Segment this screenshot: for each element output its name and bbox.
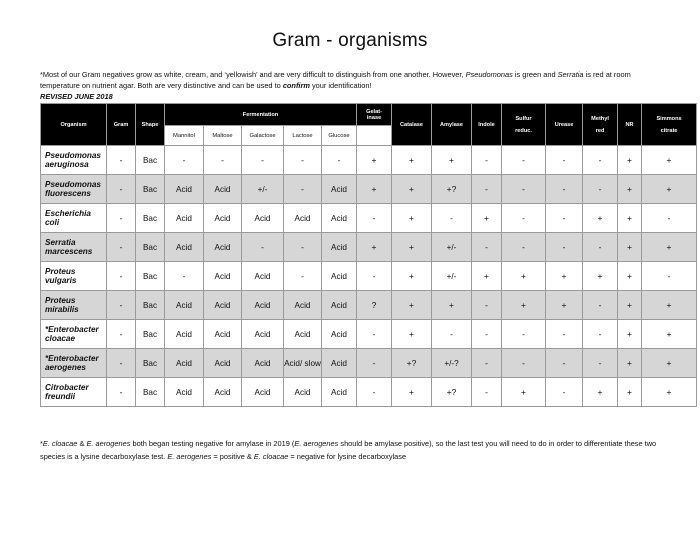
table-cell: + [618, 291, 642, 320]
header-shape: Shape [136, 104, 165, 146]
header-catalase: Catalase [392, 104, 432, 146]
table-cell: + [357, 175, 392, 204]
table-cell: - [357, 204, 392, 233]
table-cell: - [107, 204, 136, 233]
table-cell: Acid [204, 320, 242, 349]
table-cell: - [357, 349, 392, 378]
header-mannitol: Mannitol [165, 126, 204, 146]
table-cell: + [618, 320, 642, 349]
table-cell: + [642, 233, 697, 262]
table-cell: - [583, 291, 618, 320]
table-cell: + [392, 262, 432, 291]
table-cell: Acid [322, 233, 357, 262]
table-cell: + [642, 146, 697, 175]
table-cell: - [502, 349, 546, 378]
table-cell: +/- [432, 262, 472, 291]
table-body [41, 146, 697, 407]
table-cell: + [642, 175, 697, 204]
table-cell: - [502, 320, 546, 349]
table-cell: +? [432, 175, 472, 204]
table-cell: - [242, 233, 284, 262]
table-cell: + [583, 378, 618, 407]
organism-name: Proteus mirabilis [41, 291, 107, 320]
table-cell: - [546, 146, 583, 175]
table-cell: - [432, 204, 472, 233]
table-cell: - [546, 204, 583, 233]
table-cell: Acid [322, 204, 357, 233]
table-cell: - [472, 349, 502, 378]
table-cell: - [432, 320, 472, 349]
table-row [41, 349, 697, 378]
table-cell: - [546, 378, 583, 407]
table-cell: - [502, 175, 546, 204]
table-cell: - [107, 146, 136, 175]
header-gelatinase-line1: Gelat- [366, 108, 382, 115]
table-cell: + [392, 320, 432, 349]
footnote-text-10: E. cloacae [253, 452, 289, 461]
table-cell: Acid [242, 291, 284, 320]
table-cell: - [642, 262, 697, 291]
table-cell: +/- [242, 175, 284, 204]
table-cell: - [284, 175, 322, 204]
table-cell: Acid [165, 204, 204, 233]
table-cell: - [107, 262, 136, 291]
table-cell: - [583, 175, 618, 204]
table-cell: Acid [284, 378, 322, 407]
table-cell: - [583, 349, 618, 378]
footnote-text-5: both began testing negative for amylase in 2019 ( [130, 439, 295, 448]
table-cell: Acid [284, 291, 322, 320]
footnote-text-4: E. aerogenes [86, 439, 131, 448]
table-cell: Acid [322, 291, 357, 320]
table-cell: + [472, 262, 502, 291]
table-cell: - [546, 233, 583, 262]
table-cell: Acid [322, 349, 357, 378]
table-cell: - [472, 378, 502, 407]
table-row [41, 291, 697, 320]
table-cell: Acid [322, 320, 357, 349]
table-cell: Bac [136, 320, 165, 349]
table-cell: - [322, 146, 357, 175]
table-cell: Acid [242, 204, 284, 233]
table-cell: Acid [204, 262, 242, 291]
header-methyl-line2: red [595, 127, 605, 134]
table-cell: - [546, 175, 583, 204]
table-cell: - [546, 320, 583, 349]
intro-text-3: is red at room temperature on nutrient agar. Both are very distinctive and can be used to [40, 70, 631, 90]
intro-text-1: *Most of our Gram negatives grow as white, cream, and ‘yellowish’ and are very difficult to distinguish from one another. However, [40, 70, 466, 79]
footnote [40, 437, 680, 463]
table-cell: + [392, 233, 432, 262]
table-cell: - [107, 233, 136, 262]
header-galactose: Galactose [242, 126, 284, 146]
footnote-text-1: * [40, 439, 43, 448]
table-cell: Acid [242, 320, 284, 349]
table-cell: - [472, 146, 502, 175]
table-cell: - [546, 349, 583, 378]
footnote-text-9: = positive & [211, 452, 254, 461]
header-maltose: Maltose [204, 126, 242, 146]
table-cell: Bac [136, 204, 165, 233]
intro-pseudomonas: Pseudomonas [465, 70, 513, 79]
table-cell: + [546, 262, 583, 291]
table-cell: Acid [204, 175, 242, 204]
revised-date: REVISED JUNE 2018 [40, 92, 113, 101]
table-cell: - [583, 320, 618, 349]
table-cell: + [618, 175, 642, 204]
header-amylase: Amylase [432, 104, 472, 146]
table-cell: Acid [284, 320, 322, 349]
table-cell: + [583, 262, 618, 291]
table-cell: + [357, 233, 392, 262]
intro-text-4: your identification! [309, 81, 372, 90]
header-urease: Urease [546, 104, 583, 146]
table-cell: Bac [136, 175, 165, 204]
table-cell: - [472, 233, 502, 262]
table-cell: + [546, 291, 583, 320]
header-gelatinase-line2: inase [366, 114, 382, 121]
organism-name: Serratia marcescens [41, 233, 107, 262]
table-cell: + [392, 204, 432, 233]
table-cell: Acid [322, 175, 357, 204]
table-cell: +/- [432, 233, 472, 262]
table-cell: + [502, 262, 546, 291]
header-lactose: Lactose [284, 126, 322, 146]
table-cell: - [107, 291, 136, 320]
table-cell: Acid [165, 349, 204, 378]
table-cell: + [618, 204, 642, 233]
table-cell: Acid [204, 204, 242, 233]
table-cell: + [432, 291, 472, 320]
table-cell: Acid [242, 262, 284, 291]
table-cell: Acid/ slow [284, 349, 322, 378]
table-cell: - [165, 146, 204, 175]
header-sulfur [502, 104, 546, 146]
table-row [41, 378, 697, 407]
table-cell: Acid [242, 378, 284, 407]
table-cell: Bac [136, 233, 165, 262]
table-cell: + [618, 262, 642, 291]
table-cell: + [618, 233, 642, 262]
organism-name: Proteus vulgaris [41, 262, 107, 291]
header-sulfur-line2: reduc. [515, 127, 532, 134]
table-cell: Bac [136, 291, 165, 320]
table-row [41, 233, 697, 262]
header-gram: Gram [107, 104, 136, 146]
table-row [41, 262, 697, 291]
table-cell: Acid [242, 349, 284, 378]
header-fermentation: Fermentation [165, 104, 357, 126]
organism-name: Pseudomonas fluorescens [41, 175, 107, 204]
table-cell: - [107, 349, 136, 378]
table-cell: - [165, 262, 204, 291]
header-glucose: Glucose [322, 126, 357, 146]
header-organism: Organism [41, 104, 107, 146]
table-cell: - [583, 146, 618, 175]
table-cell: + [642, 320, 697, 349]
header-gelatinase-blank [357, 126, 392, 146]
table-cell: + [357, 146, 392, 175]
table-cell: + [432, 146, 472, 175]
table-cell: - [107, 320, 136, 349]
table-cell: + [618, 378, 642, 407]
organism-name: Citrobacter freundii [41, 378, 107, 407]
table-cell: - [583, 233, 618, 262]
table-cell: +/-? [432, 349, 472, 378]
table-cell: + [618, 146, 642, 175]
table-cell: - [502, 146, 546, 175]
footnote-text-3: & [77, 439, 87, 448]
table-cell: Acid [204, 349, 242, 378]
table-cell: Bac [136, 146, 165, 175]
table-row [41, 204, 697, 233]
organism-name: *Enterobacter cloacae [41, 320, 107, 349]
table-cell: + [502, 291, 546, 320]
organism-name: Pseudomonas aeruginosa [41, 146, 107, 175]
table-cell: Acid [322, 378, 357, 407]
table-cell: + [392, 378, 432, 407]
table-cell: + [618, 349, 642, 378]
table-cell: - [204, 146, 242, 175]
table-cell: + [472, 204, 502, 233]
intro-text-2: is green and [512, 70, 558, 79]
header-gelatinase [357, 104, 392, 126]
table-cell: Acid [204, 233, 242, 262]
intro-confirm: confirm [282, 81, 310, 90]
table-cell: - [472, 320, 502, 349]
table-row [41, 320, 697, 349]
table-cell: Acid [165, 233, 204, 262]
header-simmons [642, 104, 697, 146]
table-cell: + [642, 349, 697, 378]
header-sulfur-line1: Sulfur [515, 115, 532, 122]
table-cell: - [242, 146, 284, 175]
header-methyl-line1: Methyl [591, 115, 609, 122]
table-cell: - [284, 262, 322, 291]
footnote-text-7: should be amylase positive), so the last test you will need to do in order to differentiate these two species is a lysine decarboxylase test. [40, 439, 657, 461]
table-row [41, 146, 697, 175]
footnote-text-6: E. aerogenes [294, 439, 339, 448]
table-cell: Acid [204, 378, 242, 407]
header-simmons-line1: Simmons [656, 115, 682, 122]
table-cell: - [107, 175, 136, 204]
header-methyl-red [583, 104, 618, 146]
table-cell: + [583, 204, 618, 233]
header-nr: NR [618, 104, 642, 146]
table-cell: +? [392, 349, 432, 378]
table-cell: - [642, 204, 697, 233]
table-cell: + [502, 378, 546, 407]
table-cell: + [392, 291, 432, 320]
table-cell: ? [357, 291, 392, 320]
table-cell: Acid [165, 291, 204, 320]
footnote-text-8: E. aerogenes [167, 452, 212, 461]
table-cell: - [357, 262, 392, 291]
table-cell: Bac [136, 262, 165, 291]
header-indole: Indole [472, 104, 502, 146]
table-cell: - [357, 378, 392, 407]
table-cell: + [392, 175, 432, 204]
organism-name: Escherichia coli [41, 204, 107, 233]
table-cell: - [502, 204, 546, 233]
table-cell: - [107, 378, 136, 407]
table-cell: - [284, 233, 322, 262]
table-cell: +? [432, 378, 472, 407]
table-cell: - [472, 175, 502, 204]
table-cell: - [502, 233, 546, 262]
table-cell: Acid [284, 204, 322, 233]
table-cell: Bac [136, 378, 165, 407]
table-cell: Acid [204, 291, 242, 320]
table-cell: + [642, 291, 697, 320]
table-cell: Acid [165, 175, 204, 204]
header-simmons-line2: citrate [660, 127, 678, 134]
table-cell: Acid [322, 262, 357, 291]
page-title: Gram - organisms [272, 30, 428, 51]
intro-paragraph [40, 69, 670, 91]
intro-serratia: Serratia [557, 70, 584, 79]
table-cell: - [357, 320, 392, 349]
footnote-text-11: = negative for lysine decarboxylase [288, 452, 407, 461]
table-cell: - [284, 146, 322, 175]
footnote-text-2: E. cloacae [42, 439, 78, 448]
table-cell: + [642, 378, 697, 407]
organism-table [40, 103, 697, 407]
table-cell: - [472, 291, 502, 320]
table-cell: + [392, 146, 432, 175]
table-cell: Acid [165, 320, 204, 349]
table-cell: Bac [136, 349, 165, 378]
table-row [41, 175, 697, 204]
table-cell: Acid [165, 378, 204, 407]
organism-name: *Enterobacter aerogenes [41, 349, 107, 378]
